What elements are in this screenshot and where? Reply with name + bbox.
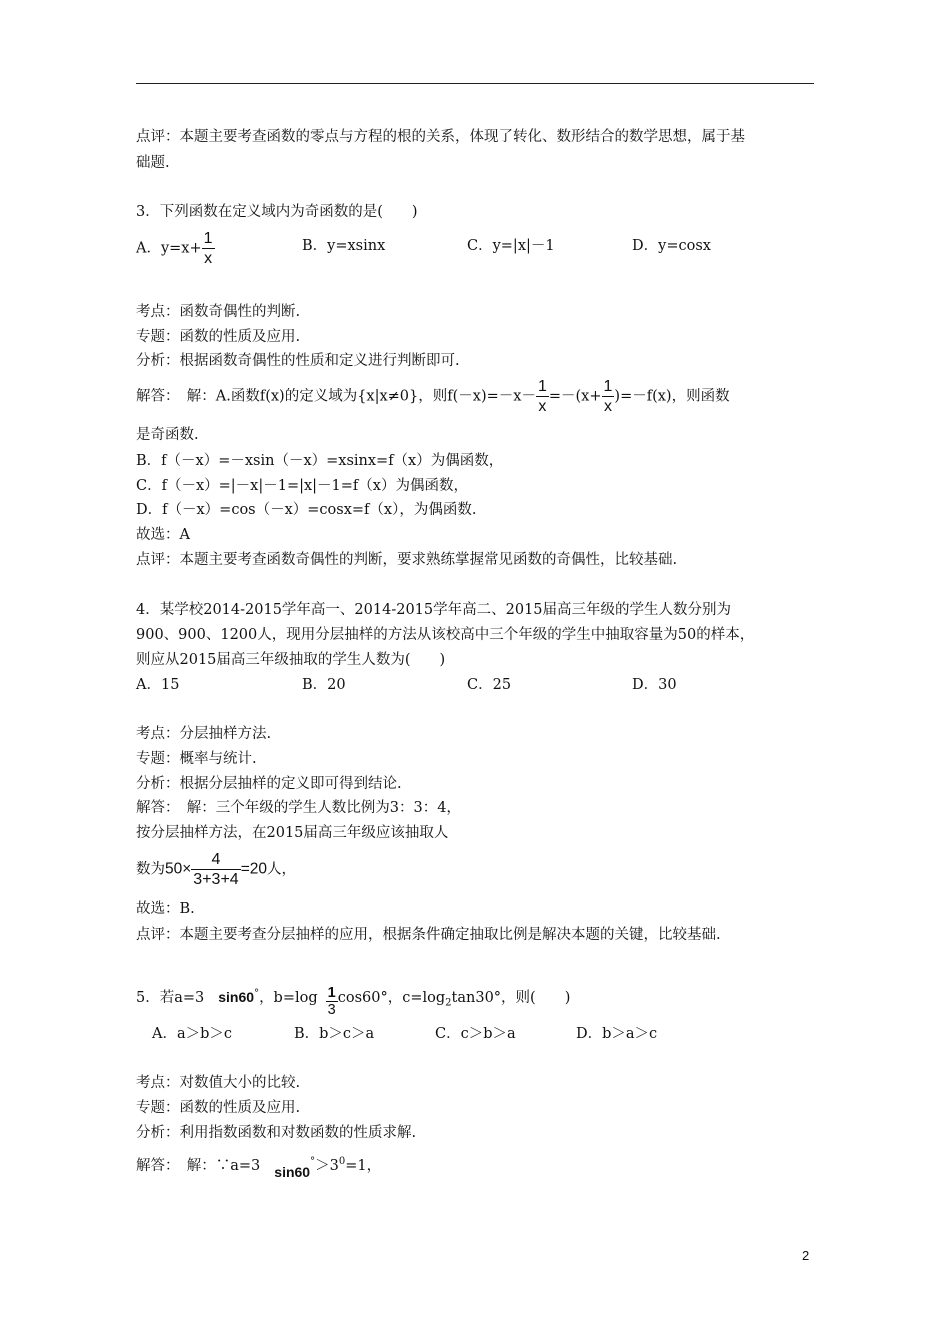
q5-stem-exponent: sin60 xyxy=(218,988,255,1005)
q3-jieda-d: D．f（－x）=cos（－x）=cosx=f（x），为偶函数. xyxy=(136,502,477,518)
fraction-numerator: 1 xyxy=(203,230,213,247)
q4-jieda-3-prefix: 数为 xyxy=(136,861,165,878)
q5-stem-degree: ° xyxy=(254,988,260,999)
q4-review: 点评：本题主要考查分层抽样的应用，根据条件确定抽取比例是解决本题的关键，比较基础. xyxy=(136,927,721,943)
q5-fenxi: 分析：利用指数函数和对数函数的性质求解. xyxy=(136,1125,417,1141)
q5-jieda-degree: ° xyxy=(310,1156,316,1167)
fraction-numerator: 1 xyxy=(537,378,547,395)
q3-option-a-fraction xyxy=(202,229,215,268)
q4-option-a: A．15 xyxy=(136,677,180,693)
q5-jieda-zero-exponent: 0 xyxy=(338,1156,346,1167)
q3-option-b: B．y=xsinx xyxy=(302,238,386,254)
q4-option-b: B．20 xyxy=(302,677,346,693)
q3-review: 点评：本题主要考查函数奇偶性的判断，要求熟练掌握常见函数的奇偶性，比较基础. xyxy=(136,552,678,568)
prev-review-line-2: 础题. xyxy=(136,155,170,171)
q3-option-c: C．y=|x|－1 xyxy=(467,238,555,254)
fraction-numerator: 1 xyxy=(327,984,336,1001)
q4-jieda-2: 按分层抽样方法，在2015届高三年级应该抽取人 xyxy=(136,825,449,841)
q4-fenxi: 分析：根据分层抽样的定义即可得到结论. xyxy=(136,776,402,792)
q5-stem-part-a: 5．若a=3 xyxy=(136,989,205,1006)
q5-option-b: B．b＞c＞a xyxy=(294,1026,375,1042)
q3-fenxi: 分析：根据函数奇偶性的性质和定义进行判断即可. xyxy=(136,353,460,369)
fraction-denominator: x xyxy=(538,398,547,415)
q3-jieda-fraction-1 xyxy=(536,377,549,416)
q4-stem-line-1: 4．某学校2014-2015学年高一、2014-2015学年高二、2015届高三年级的学生人数分别为 xyxy=(136,602,732,618)
q4-jieda-1: 解答： 解：三个年级的学生人数比例为3：3：4， xyxy=(136,800,461,816)
q4-zhuanti: 专题：概率与统计. xyxy=(136,751,257,767)
q5-jieda-part-c: =1， xyxy=(345,1157,382,1174)
q5-stem-part-b: ，b=log xyxy=(259,989,318,1006)
q3-jieda-a-part1: 解答： 解：A.函数f(x)的定义域为{x|x≠0}，则f(－x)=－x－ xyxy=(136,388,536,405)
fraction-denominator: x xyxy=(204,250,213,267)
header-rule xyxy=(136,83,814,84)
q5-jieda-part-b: ＞3 xyxy=(315,1157,339,1174)
q3-jieda-c: C．f（－x）=|－x|－1=|x|－1=f（x）为偶函数， xyxy=(136,478,468,494)
fraction-numerator: 4 xyxy=(191,850,240,870)
q3-jieda-b: B．f（－x）=－xsin（－x）=xsinx=f（x）为偶函数， xyxy=(136,453,504,469)
q3-jieda-a-cont: 是奇函数. xyxy=(136,427,199,443)
q4-jieda-3-suffix: 人， xyxy=(266,861,296,878)
q5-stem-part-c: cos60°，c=log xyxy=(337,989,446,1006)
q3-jieda-a xyxy=(136,377,730,416)
q3-jieda-a-part2: =－(x+ xyxy=(548,388,602,405)
q5-jieda xyxy=(136,1152,382,1180)
q3-kaodian: 考点：函数奇偶性的判断. xyxy=(136,304,301,320)
q3-option-d: D．y=cosx xyxy=(632,238,711,254)
q4-option-c: C．25 xyxy=(467,677,512,693)
q5-stem-subscript: 2 xyxy=(445,997,452,1009)
q3-zhuanti: 专题：函数的性质及应用. xyxy=(136,329,301,345)
q3-jieda-a-part3: )=－f(x)，则函数 xyxy=(614,388,730,405)
q4-expr-right: =20 xyxy=(240,860,267,878)
q5-zhuanti: 专题：函数的性质及应用. xyxy=(136,1100,301,1116)
q3-jieda-fraction-2 xyxy=(602,377,615,416)
q5-jieda-part-a: 解答： 解：∵a=3 xyxy=(136,1157,261,1174)
fraction-numerator: 1 xyxy=(603,378,613,395)
q5-option-a: A．a＞b＞c xyxy=(152,1026,233,1042)
q5-stem-part-d: tan30°，则( ) xyxy=(451,989,571,1006)
q3-stem: 3．下列函数在定义域内为奇函数的是( ) xyxy=(136,204,418,220)
q4-expr-fraction xyxy=(191,850,240,889)
q4-expr-left: 50× xyxy=(165,860,192,878)
q4-kaodian: 考点：分层抽样方法. xyxy=(136,726,272,742)
q3-option-a xyxy=(136,229,215,268)
prev-review-line-1: 点评：本题主要考查函数的零点与方程的根的关系，体现了转化、数形结合的数学思想，属于基 xyxy=(136,129,745,145)
q5-stem xyxy=(136,984,570,1018)
q4-jieda-3 xyxy=(136,850,296,889)
page-number: 2 xyxy=(802,1248,810,1263)
q4-option-d: D．30 xyxy=(632,677,677,693)
fraction-denominator: x xyxy=(603,398,612,415)
q5-kaodian: 考点：对数值大小的比较. xyxy=(136,1075,301,1091)
fraction-denominator: 3 xyxy=(327,1001,336,1018)
q5-jieda-exponent: sin60 xyxy=(274,1163,311,1180)
q4-answer: 故选：B. xyxy=(136,901,195,917)
q4-stem-line-2: 900、900、1200人，现用分层抽样的方法从该校高中三个年级的学生中抽取容量为50的样本， xyxy=(136,627,755,643)
q5-option-d: D．b＞a＞c xyxy=(576,1026,658,1042)
q3-option-a-prefix: A．y=x+ xyxy=(136,240,202,257)
q5-option-c: C．c＞b＞a xyxy=(435,1026,516,1042)
q4-stem-line-3: 则应从2015届高三年级抽取的学生人数为( ) xyxy=(136,652,446,668)
q5-log-base-fraction xyxy=(326,985,338,1018)
fraction-denominator: 3+3+4 xyxy=(193,871,239,888)
q3-answer: 故选：A xyxy=(136,527,190,543)
